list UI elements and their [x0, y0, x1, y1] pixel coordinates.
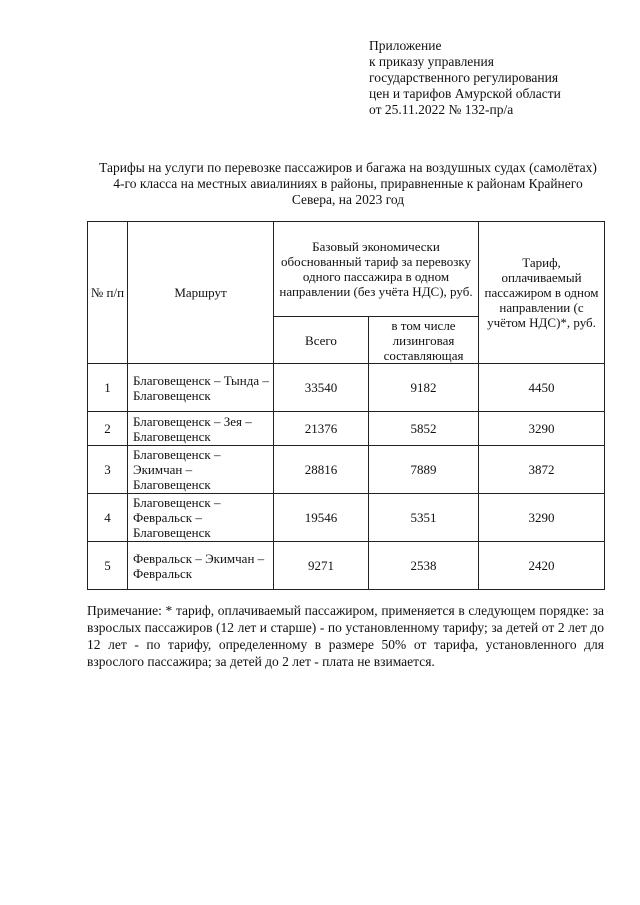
row-paid: 2420: [479, 542, 605, 590]
header-base-tariff: Базовый экономически обоснованный тариф за перевозку одного пассажира в одном направлении (без учёта НДС), руб.: [274, 222, 479, 317]
row-num: 1: [88, 364, 128, 412]
table-row: [88, 446, 605, 494]
row-route: Благовещенск – Экимчан – Благовещенск: [128, 446, 274, 494]
row-leasing: 5852: [369, 412, 479, 446]
row-leasing: 9182: [369, 364, 479, 412]
appendix-line: цен и тарифов Амурской области: [369, 86, 561, 101]
row-total: 19546: [274, 494, 369, 542]
row-leasing: 5351: [369, 494, 479, 542]
row-paid: 3290: [479, 412, 605, 446]
row-num: 3: [88, 446, 128, 494]
row-paid: 3872: [479, 446, 605, 494]
row-total: 21376: [274, 412, 369, 446]
table-row: [88, 542, 605, 590]
row-num: 2: [88, 412, 128, 446]
row-route: Благовещенск – Февральск – Благовещенск: [128, 494, 274, 542]
header-leasing: в том числе лизинговая составляющая: [369, 317, 479, 364]
row-route: Благовещенск – Тында – Благовещенск: [128, 364, 274, 412]
row-paid: 4450: [479, 364, 605, 412]
table-row: [88, 494, 605, 542]
row-route: Февральск – Экимчан – Февральск: [128, 542, 274, 590]
row-num: 4: [88, 494, 128, 542]
row-total: 9271: [274, 542, 369, 590]
row-route: Благовещенск – Зея – Благовещенск: [128, 412, 274, 446]
appendix-line: к приказу управления: [369, 54, 494, 69]
row-paid: 3290: [479, 494, 605, 542]
header-total: Всего: [274, 317, 369, 364]
table-row: [88, 364, 605, 412]
row-total: 33540: [274, 364, 369, 412]
table-row: [88, 412, 605, 446]
header-num: № п/п: [88, 222, 128, 364]
header-paid-tariff: Тариф, оплачиваемый пассажиром в одном направлении (с учётом НДС)*, руб.: [479, 222, 605, 364]
row-leasing: 2538: [369, 542, 479, 590]
appendix-line: государственного регулирования: [369, 70, 559, 85]
footnote: Примечание: * тариф, оплачиваемый пассажиром, применяется в следующем порядке: за взрослых пассажиров (12 лет и старше) - по установленному тарифу; за детей от 2 лет до 12 лет - по тарифу, определенному в размере 50% от тарифа, установленного для взрослого пассажира; за детей до 2 лет - плата не взимается.: [87, 603, 604, 669]
appendix-line: Приложение: [369, 38, 442, 53]
row-total: 28816: [274, 446, 369, 494]
appendix-block: [369, 38, 629, 118]
row-leasing: 7889: [369, 446, 479, 494]
row-num: 5: [88, 542, 128, 590]
document-title: Тарифы на услуги по перевозке пассажиров и багажа на воздушных судах (самолётах) 4-го класса на местных авиалиниях в районы, приравненные к районам Крайнего Севера, на 2023 год: [99, 160, 597, 207]
header-route: Маршрут: [128, 222, 274, 364]
tariffs-table: [87, 221, 605, 590]
appendix-line: от 25.11.2022 № 132-пр/а: [369, 102, 514, 117]
